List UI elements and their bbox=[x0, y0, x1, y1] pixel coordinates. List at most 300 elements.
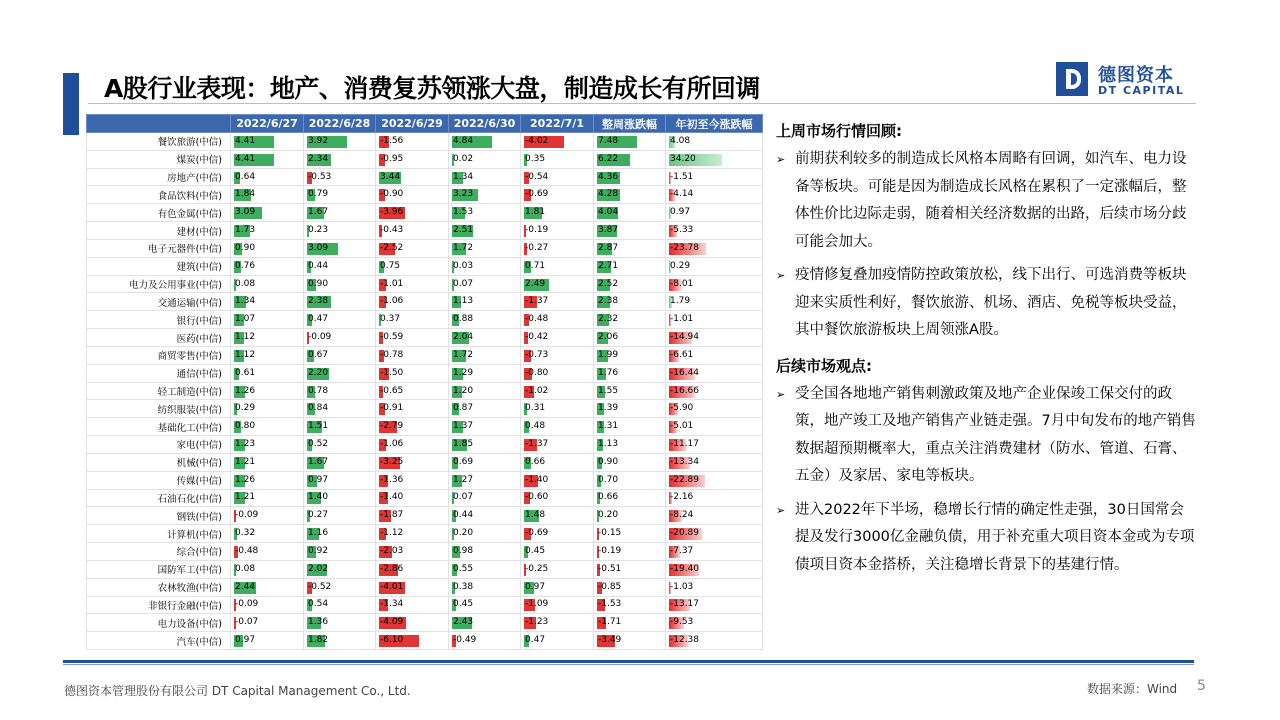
table-row bbox=[87, 329, 763, 347]
cell-value: -0.49 bbox=[453, 635, 477, 646]
value-cell bbox=[304, 543, 376, 561]
table-row bbox=[87, 382, 763, 400]
industry-name: 农林牧渔(中信) bbox=[87, 578, 231, 596]
cell-value: 0.32 bbox=[235, 528, 256, 539]
cell-value: -0.80 bbox=[525, 367, 549, 378]
value-cell bbox=[594, 293, 666, 311]
value-cell bbox=[449, 507, 521, 525]
table-row bbox=[87, 222, 763, 240]
cell-value: 0.90 bbox=[235, 242, 256, 253]
cell-value: -12.38 bbox=[670, 635, 700, 646]
cell-value: 0.80 bbox=[235, 421, 256, 432]
cell-value: -5.33 bbox=[670, 225, 694, 236]
cell-value: 0.08 bbox=[235, 278, 256, 289]
value-cell bbox=[594, 364, 666, 382]
cell-value: 2.34 bbox=[308, 153, 329, 164]
value-cell bbox=[304, 168, 376, 186]
cell-value: 0.07 bbox=[453, 492, 474, 503]
cell-value: 0.20 bbox=[598, 510, 619, 521]
value-cell bbox=[666, 346, 763, 364]
value-cell bbox=[594, 257, 666, 275]
value-cell bbox=[376, 489, 449, 507]
cell-value: -0.73 bbox=[525, 349, 549, 360]
value-cell bbox=[449, 525, 521, 543]
cell-value: 1.55 bbox=[598, 385, 619, 396]
cell-value: -13.17 bbox=[670, 599, 700, 610]
outlook-bullet-text: 受全国各地地产销售刺激政策及地产企业保竣工保交付的政策，地产竣工及地产销售产业链走强。7月中旬发布的地产销售数据超预期概率大，重点关注消费建材（防水、管道、石膏、五金）及家居、家电等板块。 bbox=[795, 385, 1196, 484]
arrow-bullet-icon: ➢ bbox=[776, 503, 786, 517]
value-cell bbox=[594, 436, 666, 454]
cell-value: 1.67 bbox=[308, 207, 329, 218]
value-cell bbox=[376, 168, 449, 186]
industry-name: 钢铁(中信) bbox=[87, 507, 231, 525]
cell-value: -9.53 bbox=[670, 617, 694, 628]
title-accent-bar bbox=[63, 73, 79, 135]
value-cell bbox=[594, 489, 666, 507]
value-cell bbox=[376, 293, 449, 311]
cell-value: 1.48 bbox=[525, 510, 546, 521]
cell-value: -0.48 bbox=[525, 314, 549, 325]
value-cell bbox=[376, 275, 449, 293]
cell-value: 1.07 bbox=[235, 314, 256, 325]
value-cell bbox=[449, 632, 521, 650]
cell-value: 0.90 bbox=[598, 456, 619, 467]
value-cell bbox=[231, 275, 304, 293]
cell-value: 0.71 bbox=[525, 260, 546, 271]
cell-value: -0.65 bbox=[380, 385, 404, 396]
cell-value: -4.14 bbox=[670, 189, 694, 200]
value-cell bbox=[666, 400, 763, 418]
industry-performance-table bbox=[86, 114, 763, 650]
value-cell bbox=[304, 632, 376, 650]
value-cell bbox=[304, 507, 376, 525]
value-cell bbox=[231, 222, 304, 240]
cell-value: 0.38 bbox=[453, 581, 474, 592]
column-header: 2022/6/28 bbox=[304, 115, 376, 133]
cell-value: 0.90 bbox=[308, 278, 329, 289]
cell-value: 0.64 bbox=[235, 171, 256, 182]
value-cell bbox=[376, 257, 449, 275]
arrow-bullet-icon: ➢ bbox=[776, 387, 786, 401]
value-cell bbox=[521, 471, 594, 489]
table-row bbox=[87, 614, 763, 632]
industry-name: 电力及公用事业(中信) bbox=[87, 275, 231, 293]
table-header-row bbox=[87, 115, 763, 133]
value-cell bbox=[521, 329, 594, 347]
value-cell bbox=[304, 133, 376, 151]
cell-value: 4.08 bbox=[670, 135, 691, 146]
value-cell bbox=[594, 150, 666, 168]
cell-value: -5.01 bbox=[670, 421, 694, 432]
value-cell bbox=[521, 186, 594, 204]
cell-value: -14.94 bbox=[670, 332, 700, 343]
industry-name: 国防军工(中信) bbox=[87, 560, 231, 578]
value-cell bbox=[666, 364, 763, 382]
value-cell bbox=[666, 293, 763, 311]
cell-value: -1.09 bbox=[525, 599, 549, 610]
cell-value: -3.25 bbox=[380, 456, 404, 467]
value-cell bbox=[304, 293, 376, 311]
review-bullet-text: 疫情修复叠加疫情防控政策放松，线下出行、可选消费等板块迎来实质性利好，餐饮旅游、机场、酒店、免税等板块受益，其中餐饮旅游板块上周领涨A股。 bbox=[795, 267, 1187, 338]
value-cell bbox=[304, 453, 376, 471]
cell-value: 0.45 bbox=[525, 545, 546, 556]
cell-value: 0.78 bbox=[308, 385, 329, 396]
value-cell bbox=[449, 150, 521, 168]
cell-value: 0.47 bbox=[525, 635, 546, 646]
value-cell bbox=[449, 133, 521, 151]
cell-value: 0.03 bbox=[453, 260, 474, 271]
value-cell bbox=[304, 489, 376, 507]
value-cell bbox=[449, 346, 521, 364]
cell-value: -11.17 bbox=[670, 438, 700, 449]
value-cell bbox=[594, 614, 666, 632]
page-number: 5 bbox=[1197, 678, 1206, 694]
cell-value: 4.36 bbox=[598, 171, 619, 182]
cell-value: 0.84 bbox=[308, 403, 329, 414]
value-cell bbox=[304, 239, 376, 257]
cell-value: 0.37 bbox=[380, 314, 401, 325]
cell-value: -0.78 bbox=[380, 349, 404, 360]
logo-text-en: DT CAPITAL bbox=[1098, 84, 1185, 97]
value-cell bbox=[376, 543, 449, 561]
cell-value: 0.61 bbox=[235, 367, 256, 378]
header-corner bbox=[87, 115, 231, 133]
value-cell bbox=[666, 578, 763, 596]
cell-value: -0.43 bbox=[380, 225, 404, 236]
cell-value: 1.23 bbox=[235, 438, 256, 449]
cell-value: 0.66 bbox=[598, 492, 619, 503]
value-cell bbox=[521, 489, 594, 507]
cell-value: -6.10 bbox=[380, 635, 404, 646]
value-cell bbox=[666, 507, 763, 525]
cell-value: -0.09 bbox=[235, 510, 259, 521]
cell-value: 1.31 bbox=[598, 421, 619, 432]
value-cell bbox=[376, 471, 449, 489]
cell-value: 2.04 bbox=[453, 332, 474, 343]
cell-value: 1.99 bbox=[598, 349, 619, 360]
cell-value: -1.87 bbox=[380, 510, 404, 521]
cell-value: -1.53 bbox=[598, 599, 622, 610]
value-cell bbox=[594, 471, 666, 489]
value-cell bbox=[521, 578, 594, 596]
arrow-bullet-icon: ➢ bbox=[776, 269, 786, 282]
industry-name: 计算机(中信) bbox=[87, 525, 231, 543]
value-cell bbox=[666, 560, 763, 578]
industry-name: 纺织服装(中信) bbox=[87, 400, 231, 418]
value-cell bbox=[666, 186, 763, 204]
value-cell bbox=[449, 239, 521, 257]
value-cell bbox=[449, 186, 521, 204]
cell-value: 1.79 bbox=[670, 296, 691, 307]
value-cell bbox=[304, 382, 376, 400]
industry-name: 建筑(中信) bbox=[87, 257, 231, 275]
cell-value: 4.41 bbox=[235, 135, 256, 146]
industry-name: 电子元器件(中信) bbox=[87, 239, 231, 257]
value-cell bbox=[594, 525, 666, 543]
cell-value: -1.01 bbox=[670, 314, 694, 325]
value-cell bbox=[231, 168, 304, 186]
table-row bbox=[87, 400, 763, 418]
value-cell bbox=[231, 364, 304, 382]
cell-value: 1.51 bbox=[308, 421, 329, 432]
commentary-panel bbox=[776, 116, 1196, 585]
table-row bbox=[87, 632, 763, 650]
cell-value: -6.61 bbox=[670, 349, 694, 360]
table-row bbox=[87, 346, 763, 364]
cell-value: -0.09 bbox=[235, 599, 259, 610]
table-row bbox=[87, 507, 763, 525]
value-cell bbox=[376, 436, 449, 454]
value-cell bbox=[666, 239, 763, 257]
cell-value: 3.23 bbox=[453, 189, 474, 200]
value-cell bbox=[666, 222, 763, 240]
cell-value: -23.78 bbox=[670, 242, 700, 253]
value-cell bbox=[666, 168, 763, 186]
cell-value: -1.02 bbox=[525, 385, 549, 396]
industry-name: 综合(中信) bbox=[87, 543, 231, 561]
value-cell bbox=[376, 400, 449, 418]
cell-value: 0.75 bbox=[380, 260, 401, 271]
value-cell bbox=[521, 382, 594, 400]
cell-value: 2.32 bbox=[598, 314, 619, 325]
value-cell bbox=[449, 578, 521, 596]
industry-name: 家电(中信) bbox=[87, 436, 231, 454]
industry-name: 交通运输(中信) bbox=[87, 293, 231, 311]
value-cell bbox=[521, 311, 594, 329]
cell-value: 2.52 bbox=[598, 278, 619, 289]
review-bullet-1 bbox=[776, 146, 1196, 256]
cell-value: -2.52 bbox=[380, 242, 404, 253]
table-row bbox=[87, 525, 763, 543]
industry-name: 建材(中信) bbox=[87, 222, 231, 240]
value-cell bbox=[231, 382, 304, 400]
cell-value: -0.90 bbox=[380, 189, 404, 200]
value-cell bbox=[231, 525, 304, 543]
value-cell bbox=[376, 507, 449, 525]
cell-value: -0.54 bbox=[525, 171, 549, 182]
value-cell bbox=[231, 311, 304, 329]
cell-value: 0.08 bbox=[235, 563, 256, 574]
cell-value: -0.25 bbox=[525, 563, 549, 574]
value-cell bbox=[521, 418, 594, 436]
outlook-heading: 后续市场观点: bbox=[776, 356, 872, 375]
cell-value: 1.21 bbox=[235, 456, 256, 467]
value-cell bbox=[376, 596, 449, 614]
column-header: 整周涨跌幅 bbox=[594, 115, 666, 133]
value-cell bbox=[594, 596, 666, 614]
industry-name: 轻工制造(中信) bbox=[87, 382, 231, 400]
value-cell bbox=[449, 436, 521, 454]
industry-name: 房地产(中信) bbox=[87, 168, 231, 186]
cell-value: 2.87 bbox=[598, 242, 619, 253]
value-cell bbox=[376, 418, 449, 436]
cell-value: 0.45 bbox=[453, 599, 474, 610]
cell-value: 3.87 bbox=[598, 225, 619, 236]
value-cell bbox=[521, 275, 594, 293]
industry-name: 商贸零售(中信) bbox=[87, 346, 231, 364]
cell-value: 0.35 bbox=[525, 153, 546, 164]
cell-value: -4.09 bbox=[380, 617, 404, 628]
value-cell bbox=[304, 275, 376, 293]
outlook-bullet-2 bbox=[776, 497, 1196, 580]
cell-value: -0.48 bbox=[235, 545, 259, 556]
value-cell bbox=[449, 418, 521, 436]
cell-value: 0.92 bbox=[308, 545, 329, 556]
value-cell bbox=[304, 346, 376, 364]
value-cell bbox=[376, 614, 449, 632]
table-row bbox=[87, 471, 763, 489]
value-cell bbox=[376, 329, 449, 347]
cell-value: 1.20 bbox=[453, 385, 474, 396]
table-row bbox=[87, 436, 763, 454]
arrow-bullet-icon: ➢ bbox=[776, 153, 786, 166]
value-cell bbox=[594, 204, 666, 222]
value-cell bbox=[231, 632, 304, 650]
cell-value: 1.21 bbox=[235, 492, 256, 503]
outlook-bullet-1 bbox=[776, 381, 1196, 491]
cell-value: -2.03 bbox=[380, 545, 404, 556]
value-cell bbox=[521, 543, 594, 561]
cell-value: 0.44 bbox=[308, 260, 329, 271]
value-cell bbox=[376, 133, 449, 151]
cell-value: 0.23 bbox=[308, 225, 329, 236]
cell-value: 1.13 bbox=[453, 296, 474, 307]
value-cell bbox=[449, 293, 521, 311]
value-cell bbox=[666, 418, 763, 436]
cell-value: 0.66 bbox=[525, 456, 546, 467]
cell-value: 1.12 bbox=[235, 349, 256, 360]
cell-value: 1.27 bbox=[453, 474, 474, 485]
cell-value: 0.97 bbox=[525, 581, 546, 592]
industry-name: 机械(中信) bbox=[87, 453, 231, 471]
cell-value: 34.20 bbox=[670, 153, 696, 164]
review-bullet-text: 前期获利较多的制造成长风格本周略有回调，如汽车、电力设备等板块。可能是因为制造成长风格在累积了一定涨幅后，整体性价比边际走弱，随着相关经济数据的出路，后续市场分歧可能会加大。 bbox=[795, 151, 1187, 250]
value-cell bbox=[376, 186, 449, 204]
cell-value: 1.16 bbox=[308, 528, 329, 539]
value-cell bbox=[521, 400, 594, 418]
value-cell bbox=[594, 543, 666, 561]
value-cell bbox=[376, 311, 449, 329]
value-cell bbox=[521, 507, 594, 525]
table-row bbox=[87, 418, 763, 436]
outlook-bullet-text: 进入2022年下半场，稳增长行情的确定性走强，30日国常会提及发行3000亿金融负债，用于补充重大项目资本金或为专项债项目资本金搭桥，关注稳增长背景下的基建行情。 bbox=[795, 501, 1195, 573]
value-cell bbox=[521, 632, 594, 650]
cell-value: -2.86 bbox=[380, 563, 404, 574]
cell-value: 0.97 bbox=[235, 635, 256, 646]
value-cell bbox=[521, 239, 594, 257]
table-row bbox=[87, 275, 763, 293]
value-cell bbox=[594, 239, 666, 257]
cell-value: 1.72 bbox=[453, 349, 474, 360]
review-bullet-2 bbox=[776, 262, 1196, 345]
value-cell bbox=[666, 329, 763, 347]
table-row bbox=[87, 257, 763, 275]
cell-value: -22.89 bbox=[670, 474, 700, 485]
value-cell bbox=[231, 596, 304, 614]
value-cell bbox=[231, 560, 304, 578]
cell-value: -1.71 bbox=[598, 617, 622, 628]
value-cell bbox=[231, 150, 304, 168]
value-cell bbox=[449, 614, 521, 632]
column-header: 2022/6/27 bbox=[231, 115, 304, 133]
value-cell bbox=[304, 222, 376, 240]
industry-name: 银行(中信) bbox=[87, 311, 231, 329]
cell-value: -1.37 bbox=[525, 296, 549, 307]
value-cell bbox=[449, 275, 521, 293]
value-cell bbox=[594, 560, 666, 578]
value-cell bbox=[304, 364, 376, 382]
table-row bbox=[87, 543, 763, 561]
cell-value: -0.52 bbox=[308, 581, 332, 592]
cell-value: -1.01 bbox=[380, 278, 404, 289]
value-cell bbox=[304, 436, 376, 454]
value-cell bbox=[594, 578, 666, 596]
cell-value: 0.79 bbox=[308, 189, 329, 200]
cell-value: 0.07 bbox=[453, 278, 474, 289]
table-row bbox=[87, 560, 763, 578]
cell-value: 1.76 bbox=[598, 367, 619, 378]
cell-value: 1.37 bbox=[453, 421, 474, 432]
value-cell bbox=[231, 543, 304, 561]
cell-value: 0.02 bbox=[453, 153, 474, 164]
value-cell bbox=[521, 222, 594, 240]
cell-value: 0.87 bbox=[453, 403, 474, 414]
industry-name: 电力设备(中信) bbox=[87, 614, 231, 632]
value-cell bbox=[666, 275, 763, 293]
value-cell bbox=[304, 614, 376, 632]
value-cell bbox=[304, 257, 376, 275]
value-cell bbox=[521, 614, 594, 632]
cell-value: -1.51 bbox=[670, 171, 694, 182]
value-cell bbox=[376, 222, 449, 240]
value-cell bbox=[594, 632, 666, 650]
value-cell bbox=[376, 560, 449, 578]
value-cell bbox=[304, 471, 376, 489]
cell-value: 2.43 bbox=[453, 617, 474, 628]
value-cell bbox=[449, 489, 521, 507]
cell-value: 3.92 bbox=[308, 135, 329, 146]
cell-value: -2.16 bbox=[670, 492, 694, 503]
value-cell bbox=[594, 418, 666, 436]
table-row bbox=[87, 489, 763, 507]
cell-value: -1.36 bbox=[380, 474, 404, 485]
cell-value: 1.84 bbox=[235, 189, 256, 200]
cell-value: -0.59 bbox=[380, 332, 404, 343]
cell-value: 2.49 bbox=[525, 278, 546, 289]
value-cell bbox=[666, 543, 763, 561]
cell-value: 0.52 bbox=[308, 438, 329, 449]
value-cell bbox=[666, 382, 763, 400]
value-cell bbox=[521, 257, 594, 275]
value-cell bbox=[449, 382, 521, 400]
value-cell bbox=[666, 489, 763, 507]
cell-value: 0.67 bbox=[308, 349, 329, 360]
cell-value: 0.76 bbox=[235, 260, 256, 271]
value-cell bbox=[376, 382, 449, 400]
cell-value: -4.01 bbox=[380, 581, 404, 592]
value-cell bbox=[304, 186, 376, 204]
value-cell bbox=[449, 471, 521, 489]
footer-company: 德图资本管理股份有限公司 DT Capital Management Co., Ltd. bbox=[64, 684, 411, 698]
value-cell bbox=[449, 222, 521, 240]
column-header: 年初至今涨跌幅 bbox=[666, 115, 763, 133]
value-cell bbox=[231, 578, 304, 596]
value-cell bbox=[594, 346, 666, 364]
value-cell bbox=[594, 311, 666, 329]
cell-value: -4.02 bbox=[525, 135, 549, 146]
value-cell bbox=[231, 186, 304, 204]
cell-value: 2.51 bbox=[453, 225, 474, 236]
